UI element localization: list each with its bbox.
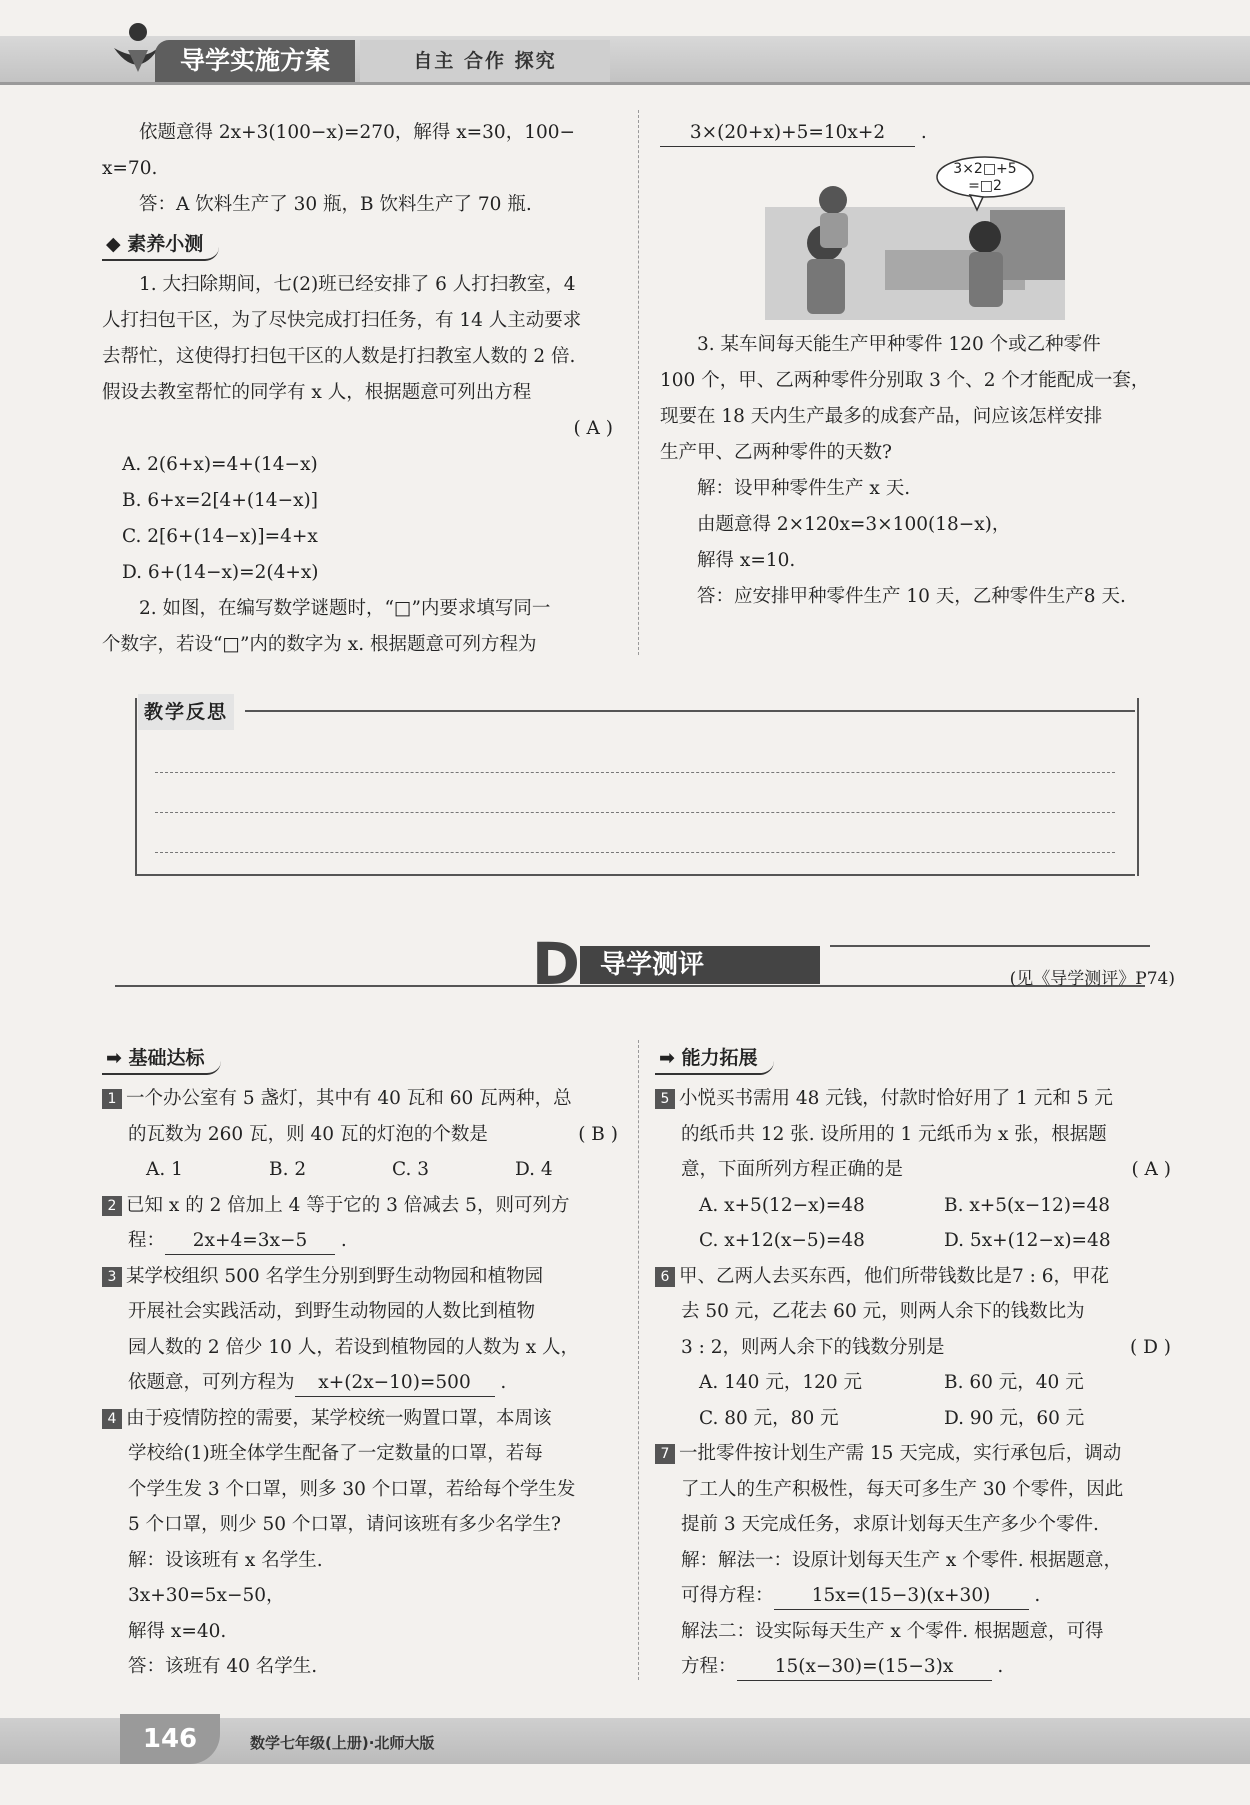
option-b: B. 2 xyxy=(269,1159,307,1180)
solution-line: 解法二：设实际每天生产 x 个零件. 根据题意，可得 xyxy=(681,1620,1104,1642)
question-text: 个学生发 3 个口罩，则多 30 个口罩，若给每个学生发 xyxy=(128,1478,576,1500)
question-text: 已知 x 的 2 倍加上 4 等于它的 3 倍减去 5，则可列方 xyxy=(126,1194,570,1216)
question-text: 意，下面所列方程正确的是 xyxy=(681,1159,904,1180)
question-text: 了工人的生产积极性，每天可多生产 30 个零件，因此 xyxy=(681,1478,1124,1500)
fill-answer: x+(2x−10)=500 xyxy=(295,1370,495,1397)
reflection-bottom-line xyxy=(135,874,1135,876)
option-a: A. 2(6+x)=4+(14−x) xyxy=(122,454,318,475)
page-number: 146 xyxy=(120,1714,220,1764)
header-title: 导学实施方案 xyxy=(155,40,355,82)
question-text: 甲、乙两人去买东西，他们所带钱数比是7 : 6，甲花 xyxy=(679,1265,1110,1287)
ability-column: ➡ 能力拓展 5 小悦买书需用 48 元钱，付款时恰好用了 1 元和 5 元 的纸币共 12 张. 设所用的 1 元纸币为 x 张，根据题 意，下面所列方程正确的是 ( A ) A. x+5(12−x)=48 B. x+5(x−12)=48 C. x+12(x−5)=48 D. 5x+(12−x)=48 6 甲、乙两人去买东西，他们所带钱数比是7 : 6，甲花 去 50 元，乙花去 60 元，则两人余下的钱数比为 3 : 2，则两人余下的钱数分别是 ( D ) A. 140 元，120 元 B. 60 元，40 元 C. 80 元，80 元 D. 90 元，60 元 7 一批零件按计划生产需 15 天完成，实行承包后，调动 了工人的生产积极性，每天可多生产 30 个零件，因此 提前 3 天完成任务，求原计划每天生产多少个零件. 解：解法一：设原计划每天生产 x 个零件. 根据题意， 可得方程： 15x=(15−3)(x+30) . 解法二：设实际每天生产 x 个零件. 根据题意，可得 方程： 15(x−30)=(15−3)x . xyxy=(655,1037,1175,1685)
question-number: 2 xyxy=(102,1196,122,1216)
question-text: 一个办公室有 5 盏灯，其中有 40 瓦和 60 瓦两种，总 xyxy=(126,1088,572,1109)
answer-choice: ( D ) xyxy=(1129,1336,1171,1358)
option-d: D. 5x+(12−x)=48 xyxy=(944,1230,1111,1251)
option-d: D. 90 元，60 元 xyxy=(944,1407,1085,1429)
solution-line: 3x+30=5x−50， xyxy=(128,1585,285,1606)
question-text: 个数字，若设“□”内的数字为 x. 根据题意可列方程为 xyxy=(102,634,537,655)
answer-choice: ( A ) xyxy=(1131,1159,1171,1180)
option-c: C. 3 xyxy=(392,1159,430,1180)
tag-label: 能力拓展 xyxy=(681,1047,758,1069)
answer-choice: ( A ) xyxy=(573,418,613,439)
solution-line: 解得 x=40. xyxy=(128,1620,227,1642)
column-divider xyxy=(638,110,639,655)
reference-note: (见《导学测评》P74) xyxy=(1009,969,1175,989)
question-text: 2. 如图，在编写数学谜题时，“□”内要求填写同一 xyxy=(139,598,551,619)
option-d: D. 4 xyxy=(515,1159,553,1180)
writing-line xyxy=(155,772,1115,773)
bubble-line-1: 3×2□+5 xyxy=(953,161,1017,177)
page-header xyxy=(0,0,1250,95)
question-text: 100 个，甲、乙两种零件分别取 3 个、2 个才能配成一套， xyxy=(660,370,1150,391)
question-text: 假设去教室帮忙的同学有 x 人，根据题意可列出方程 xyxy=(102,382,532,403)
question-text: 开展社会实践活动，到野生动物园的人数比到植物 xyxy=(128,1301,536,1322)
question-number: 4 xyxy=(102,1409,122,1429)
question-text: 程： xyxy=(128,1230,166,1251)
question-text: 生产甲、乙两种零件的天数? xyxy=(660,442,892,463)
question-number: 6 xyxy=(655,1267,675,1287)
right-top-lower xyxy=(660,327,1180,615)
text-line: 答：A 饮料生产了 30 瓶，B 饮料生产了 70 瓶. xyxy=(139,194,532,215)
section-rule-top xyxy=(830,945,1150,947)
question-text: 小悦买书需用 48 元钱，付款时恰好用了 1 元和 5 元 xyxy=(679,1088,1113,1109)
text-line: 依题意得 2x+3(100−x)=270，解得 x=30，100− xyxy=(139,122,576,143)
question-text: 某学校组织 500 名学生分别到野生动物园和植物园 xyxy=(126,1265,544,1287)
reflection-title: 教学反思 xyxy=(138,694,234,730)
column-divider xyxy=(638,1040,639,1680)
right-top-column: 3×(20+x)+5=10x+2 . xyxy=(660,115,1180,151)
fill-answer: 15(x−30)=(15−3)x xyxy=(737,1654,992,1681)
solution-line: 解得 x=10. xyxy=(697,550,796,571)
solution-line: 答：该班有 40 名学生. xyxy=(128,1656,318,1677)
fill-answer: 15x=(15−3)(x+30) xyxy=(774,1583,1029,1610)
question-number: 7 xyxy=(655,1444,675,1464)
text-line: x=70. xyxy=(102,158,158,179)
question-text: 现要在 18 天内生产最多的成套产品，问应该怎样安排 xyxy=(660,406,1103,427)
classroom-illustration xyxy=(765,155,1065,320)
writing-line xyxy=(155,812,1115,813)
section-tag-ability: ➡ 能力拓展 xyxy=(655,1043,774,1075)
question-text: 园人数的 2 倍少 10 人，若设到植物园的人数为 x 人， xyxy=(128,1336,580,1358)
question-text: 3. 某车间每天能生产甲种零件 120 个或乙种零件 xyxy=(697,334,1101,355)
question-text: 学校给(1)班全体学生配备了一定数量的口罩，若每 xyxy=(128,1443,543,1464)
question-text: 的瓦数为 260 瓦，则 40 瓦的灯泡的个数是 xyxy=(128,1123,488,1145)
fill-answer: 2x+4=3x−5 xyxy=(165,1228,335,1255)
tag-label: 素养小测 xyxy=(127,233,204,255)
answer-choice: ( B ) xyxy=(578,1123,618,1145)
option-b: B. 6+x=2[4+(14−x)] xyxy=(122,490,318,511)
question-text: 1. 大扫除期间，七(2)班已经安排了 6 人打扫教室，4 xyxy=(139,274,576,295)
section-title: 导学测评 xyxy=(580,946,820,984)
option-b: B. x+5(x−12)=48 xyxy=(944,1194,1111,1216)
question-text: 提前 3 天完成任务，求原计划每天生产多少个零件. xyxy=(681,1514,1099,1535)
question-text: 依题意，可列方程为 xyxy=(128,1372,295,1393)
bubble-line-2: =□2 xyxy=(968,178,1002,194)
option-a: A. 140 元，120 元 xyxy=(699,1372,863,1393)
reflection-top-line xyxy=(245,710,1135,712)
footer-book-title: 数学七年级(上册)·北师大版 xyxy=(250,1734,435,1752)
question-text: 人打扫包干区，为了尽快完成打扫任务，有 14 人主动要求 xyxy=(102,310,582,331)
section-d-banner xyxy=(460,930,810,998)
section-rule xyxy=(115,985,1145,987)
question-text: 的纸币共 12 张. 设所用的 1 元纸币为 x 张，根据题 xyxy=(681,1123,1107,1145)
solution-line: 方程： xyxy=(681,1656,737,1677)
question-text: 一批零件按计划生产需 15 天完成，实行承包后，调动 xyxy=(679,1443,1122,1464)
page-footer xyxy=(0,1700,1250,1805)
solution-line: 由题意得 2×120x=3×100(18−x)， xyxy=(697,514,1011,535)
solution-line: 可得方程： xyxy=(681,1585,774,1606)
option-c: C. x+12(x−5)=48 xyxy=(699,1230,865,1251)
option-b: B. 60 元，40 元 xyxy=(944,1372,1084,1393)
question-text: 5 个口罩，则少 50 个口罩，请问该班有多少名学生? xyxy=(128,1514,561,1535)
solution-line: 解：解法一：设原计划每天生产 x 个零件. 根据题意， xyxy=(681,1549,1122,1571)
fill-answer: 3×(20+x)+5=10x+2 xyxy=(660,120,915,147)
question-number: 3 xyxy=(102,1267,122,1287)
section-tag-basic: ➡ 基础达标 xyxy=(102,1043,221,1075)
question-text: 由于疫情防控的需要，某学校统一购置口罩，本周该 xyxy=(126,1407,552,1429)
tag-label: 基础达标 xyxy=(128,1047,205,1069)
header-subtitle: 自主 合作 探究 xyxy=(360,40,610,82)
question-text: 去帮忙，这使得打扫包干区的人数是打扫教室人数的 2 倍. xyxy=(102,346,576,367)
writing-line xyxy=(155,852,1115,853)
reflection-box xyxy=(135,698,1139,876)
question-text: 3 : 2，则两人余下的钱数分别是 xyxy=(681,1336,945,1358)
option-a: A. 1 xyxy=(146,1159,183,1180)
left-top-column xyxy=(102,115,617,663)
section-letter: D xyxy=(531,930,580,998)
option-c: C. 2[6+(14−x)]=4+x xyxy=(122,526,318,547)
option-c: C. 80 元，80 元 xyxy=(699,1407,839,1429)
question-text: 去 50 元，乙花去 60 元，则两人余下的钱数比为 xyxy=(681,1301,1085,1322)
question-number: 1 xyxy=(102,1089,122,1109)
basic-column: ➡ 基础达标 1 一个办公室有 5 盏灯，其中有 40 瓦和 60 瓦两种，总 的瓦数为 260 瓦，则 40 瓦的灯泡的个数是 ( B ) A. 1 B. 2 C. 3 D. 4 2 已知 x 的 2 倍加上 4 等于它的 3 倍减去 5，则可列方 程： 2x+4=3x−5 . 3 某学校组织 500 名学生分别到野生动物园和植物园 开展社会实践活动，到野生动物园的人数比到植物 园人数的 2 倍少 10 人，若设到植物园的人数为 x 人， 依题意，可列方程为 x+(2x−10)=500 . 4 由于疫情防控的需要，某学校统一购置口罩，本周该 学校给(1)班全体学生配备了一定数量的口罩，若每 个学生发 3 个口罩，则多 30 个口罩，若给每个学生发 5 个口罩，则少 50 个口罩，请问该班有多少名学生? 解：设该班有 x 名学生. 3x+30=5x−50， 解得 x=40. 答：该班有 40 名学生. xyxy=(102,1037,622,1685)
option-a: A. x+5(12−x)=48 xyxy=(699,1194,865,1216)
section-tag-quiz: ◆ 素养小测 xyxy=(102,229,219,261)
solution-line: 解：设甲种零件生产 x 天. xyxy=(697,478,911,499)
option-d: D. 6+(14−x)=2(4+x) xyxy=(122,562,319,583)
solution-line: 答：应安排甲种零件生产 10 天，乙种零件生产8 天. xyxy=(697,586,1126,607)
question-number: 5 xyxy=(655,1089,675,1109)
solution-line: 解：设该班有 x 名学生. xyxy=(128,1549,323,1571)
